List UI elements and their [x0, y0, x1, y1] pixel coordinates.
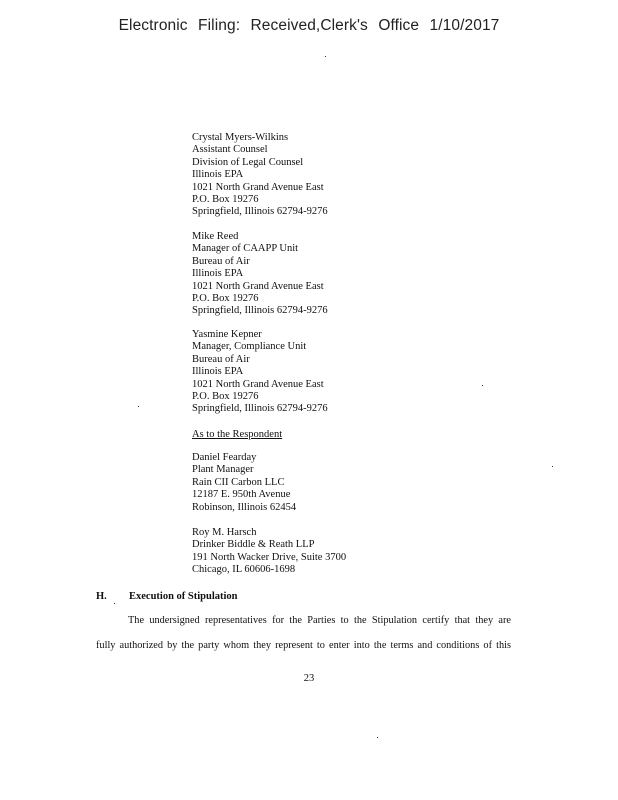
address-line: Crystal Myers-Wilkins — [192, 132, 289, 143]
scan-speck — [552, 466, 553, 467]
address-line: Drinker Biddle & Reath LLP — [192, 539, 315, 551]
respondent-heading: As to the Respondent — [192, 429, 283, 440]
address-line: Manager, Compliance Unit — [192, 341, 307, 353]
address-line: Illinois EPA — [192, 169, 244, 181]
address-line: Mike Reed — [192, 231, 239, 242]
address-line: Springfield, Illinois 62794-9276 — [192, 206, 328, 218]
address-line: Bureau of Air — [192, 255, 250, 267]
address-block-myers-wilkins — [192, 132, 552, 219]
address-line: Daniel Fearday — [192, 452, 257, 463]
section-heading — [96, 591, 238, 602]
scan-speck — [138, 406, 139, 407]
address-line: P.O. Box 19276 — [192, 293, 259, 305]
page-number: 23 — [303, 673, 315, 684]
address-block-kepner — [192, 329, 552, 416]
address-line: Springfield, Illinois 62794-9276 — [192, 305, 328, 317]
address-line: Illinois EPA — [192, 366, 244, 378]
address-line: 1021 North Grand Avenue East — [192, 378, 324, 390]
address-line: Manager of CAAPP Unit — [192, 243, 299, 255]
filing-stamp-header: Electronic Filing: Received,Clerk's Office 1/10/2017 — [118, 17, 500, 34]
scan-speck — [482, 385, 483, 386]
scan-speck — [114, 603, 115, 604]
address-line: Rain CII Carbon LLC — [192, 476, 285, 488]
address-line: Bureau of Air — [192, 353, 250, 365]
address-line: Plant Manager — [192, 464, 254, 476]
address-block-fearday — [192, 452, 552, 514]
scan-speck — [325, 56, 326, 57]
address-line: P.O. Box 19276 — [192, 391, 259, 403]
address-line: Assistant Counsel — [192, 144, 268, 156]
address-line: 1021 North Grand Avenue East — [192, 280, 324, 292]
address-block-reed — [192, 231, 552, 318]
address-line: 191 North Wacker Drive, Suite 3700 — [192, 551, 347, 563]
scan-speck — [377, 737, 378, 738]
address-line: 1021 North Grand Avenue East — [192, 181, 324, 193]
address-line: P.O. Box 19276 — [192, 194, 259, 206]
address-line: Chicago, IL 60606-1698 — [192, 564, 296, 576]
section-number: H. — [96, 591, 107, 602]
address-line: Springfield, Illinois 62794-9276 — [192, 403, 328, 415]
paragraph-line: The undersigned representatives for the Parties to the Stipulation certify that they are — [128, 615, 511, 626]
address-line: Division of Legal Counsel — [192, 156, 304, 168]
section-title: Execution of Stipulation — [129, 591, 238, 602]
address-line: Roy M. Harsch — [192, 527, 257, 538]
paragraph-line: fully authorized by the party whom they represent to enter into the terms and conditions of this — [96, 640, 511, 651]
address-line: Yasmine Kepner — [192, 329, 262, 340]
address-block-harsch — [192, 527, 552, 577]
address-line: 12187 E. 950th Avenue — [192, 489, 291, 501]
respondent-heading-block — [192, 429, 552, 441]
address-line: Robinson, Illinois 62454 — [192, 501, 297, 513]
address-line: Illinois EPA — [192, 268, 244, 280]
